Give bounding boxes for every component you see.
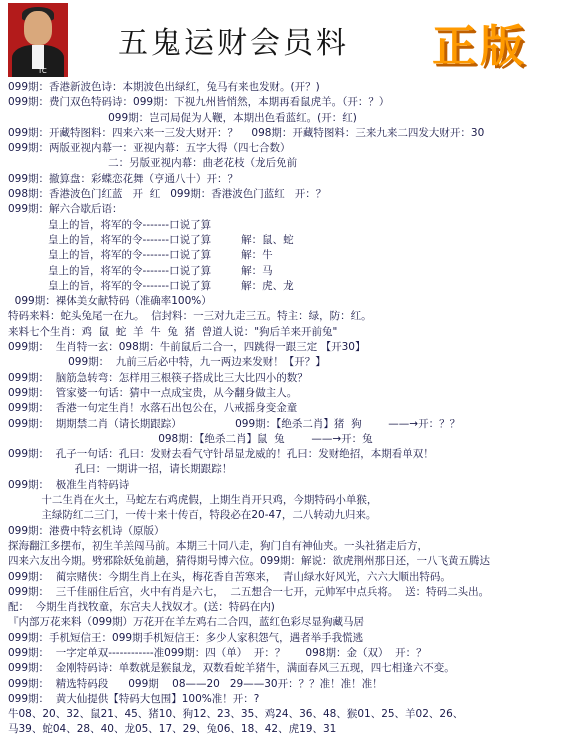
text-line: 099期： 精选特码段 099期 08——20 29——30开：？？准！准！准！ — [8, 677, 383, 690]
text-line: 099期： 一字定单双------------准099期：四（单） 开：？ 098期：金（双） 开：？ — [8, 646, 427, 659]
text-line: 099期： 极准生肖特码诗 — [8, 478, 130, 491]
text-line: 099期：费门双色特码诗：099期：下视九州皆悄然，本期再看鼠虎羊。（开：？） — [8, 96, 390, 109]
text-line: 099期：港费中特玄机诗（原版） — [8, 524, 165, 537]
header — [0, 0, 574, 80]
text-line: 099期： 金刚特码诗：单数就是猴鼠龙，双数看蛇羊猪牛，满面春风三五现，四七相逢六不变。 — [8, 662, 455, 675]
text-line: 皇上的旨，将军的令-------口说了算 解：马 — [8, 264, 273, 277]
text-line: 皇上的旨，将军的令-------口说了算 解：虎、龙 — [8, 279, 294, 292]
text-line: 特码来料：蛇头兔尾一在九。 信封料：一三对九走三五。特主：绿，防：红。 — [8, 310, 372, 323]
text-line: 皇上的旨，将军的令-------口说了算 — [8, 218, 212, 231]
text-line: 配： 今期生肖找牧童，东宫夫人找奴才。(送：特码在内) — [8, 601, 275, 614]
text-line: 099期：撤算盘：彩蝶恋花舞（亨通八十）开：？ — [8, 172, 239, 185]
text-line: 四来六友出今期。劈邪除妖兔前趟，猜得期号博六位。099期：解说：欲虎荆州那日还，一八飞黄五腾达 — [8, 555, 491, 568]
portrait-image — [8, 3, 68, 77]
text-line: 主绿防红二三门，一传十来十传百，特段必在20-47，二八转动九归来。 — [8, 509, 377, 522]
portrait-shirt — [32, 45, 44, 69]
text-line: 探海翻江多摆布，初生羊羔闯马前。本期三十同八走，狗门自有神仙夹。一头社猪走后方， — [8, 539, 428, 552]
text-line: 孔曰：一期讲一招，请长期跟踪！ — [8, 463, 233, 476]
text-line: 099期：香港新波色诗：本期波色出绿红，兔马有来也发财。(开？) — [8, 81, 320, 93]
text-line: 099期： 三千佳丽住后宫，火中有肖是六七， 二五想合一七开，元帅军中点兵将。 送：特码二头出。 — [8, 585, 490, 598]
page-title: 五鬼运财会员料 — [118, 26, 349, 61]
text-line: 099期： 期期禁二肖（请长期跟踪） 099期：【绝杀二肖】猪 狗 ——→开：？？ — [8, 417, 461, 430]
text-line: 来料七个生肖：鸡 鼠 蛇 羊 牛 兔 猪 曾道人说："狗后羊来开前兔" — [8, 325, 338, 338]
text-line: 099期：两版亚视内幕一：亚视内幕：五字大得（四七合数） — [8, 142, 291, 155]
text-line: 马39、蛇04、28、40、龙05、17、29、兔06、18、42、虎19、31 — [8, 723, 337, 736]
text-line: 099期： 九前三后必中特，九一两边来发财！【开？】 — [8, 356, 326, 369]
text-line: 099期：手机短信王：099期手机短信王：多少人家积怨气，遇者举手我慌逃 — [8, 631, 364, 644]
genuine-badge: 正版 — [432, 21, 528, 72]
text-line: 099期： 孔子一句话：孔曰：发财去看气守针昂显龙威的！孔曰：发财绝招，本期看单双！ — [8, 448, 434, 461]
text-line: 皇上的旨，将军的令-------口说了算 解：牛 — [8, 249, 273, 262]
text-line: 『内部万花来料（099期）万花开在羊左鸡右二合四，蓝红色彩尽显狗藏马居 — [8, 616, 365, 629]
text-line: 098期：香港波色门红蓝 开 红 099期：香港波色门蓝红 开：？ — [8, 188, 327, 201]
text-line: 皇上的旨，将军的令-------口说了算 解：鼠、蛇 — [8, 233, 294, 246]
text-line: 099期： 黄大仙提供【特码大包围】100%准！开：? — [8, 692, 260, 705]
text-line: 099期：岂司局促为人鞭，本期出色看蓝红。(开：红) — [8, 111, 357, 124]
text-line: 099期： 蔺宗赌侠：今期生肖上在头，梅花香自苦寒来， 青山绿水好风光，六六大顺出特码。 — [8, 570, 451, 583]
text-line: 098期：【绝杀二肖】鼠 兔 ——→开：兔 — [8, 432, 373, 445]
text-line: 099期： 香港一句定生肖！水落石出包公在，八戒摇身变金童 — [8, 402, 298, 415]
text-line: 二：另版亚视内幕：曲老花枝（龙后免前 — [8, 157, 298, 170]
text-line: 099期： 管家婆一句话：猜中一点成宝贵，从今翻身做主人。 — [8, 386, 298, 399]
text-line: 牛08、20、32、鼠21、45、猪10、狗12、23、35、鸡24、36、48、猴01、25、羊02、26、 — [8, 708, 464, 721]
text-line: 099期：解六合歇后语： — [8, 203, 123, 216]
text-line: 099期：开藏特图料：四来六来一三发大财开：？ 098期：开藏特图料：三来九来二四发大财开：30 — [8, 126, 485, 139]
document-body — [8, 80, 570, 738]
text-line: 099期： 生肖特一玄：098期：牛前鼠后二合一，四跳得一跟三定 【开30】 — [8, 341, 366, 354]
portrait-tag: TC — [38, 67, 47, 75]
text-line: 099期： 脑筋急转弯：怎样用三根筷子搭成比三大比四小的数？ — [8, 371, 308, 384]
portrait-face — [24, 11, 52, 45]
text-line: 十二生肖在火土，马蛇左右鸡虎假，上期生肖开只鸡，今期特码小单猴， — [8, 494, 378, 507]
text-line: 099期：裸体美女献特码（准确率100%） — [8, 295, 212, 308]
